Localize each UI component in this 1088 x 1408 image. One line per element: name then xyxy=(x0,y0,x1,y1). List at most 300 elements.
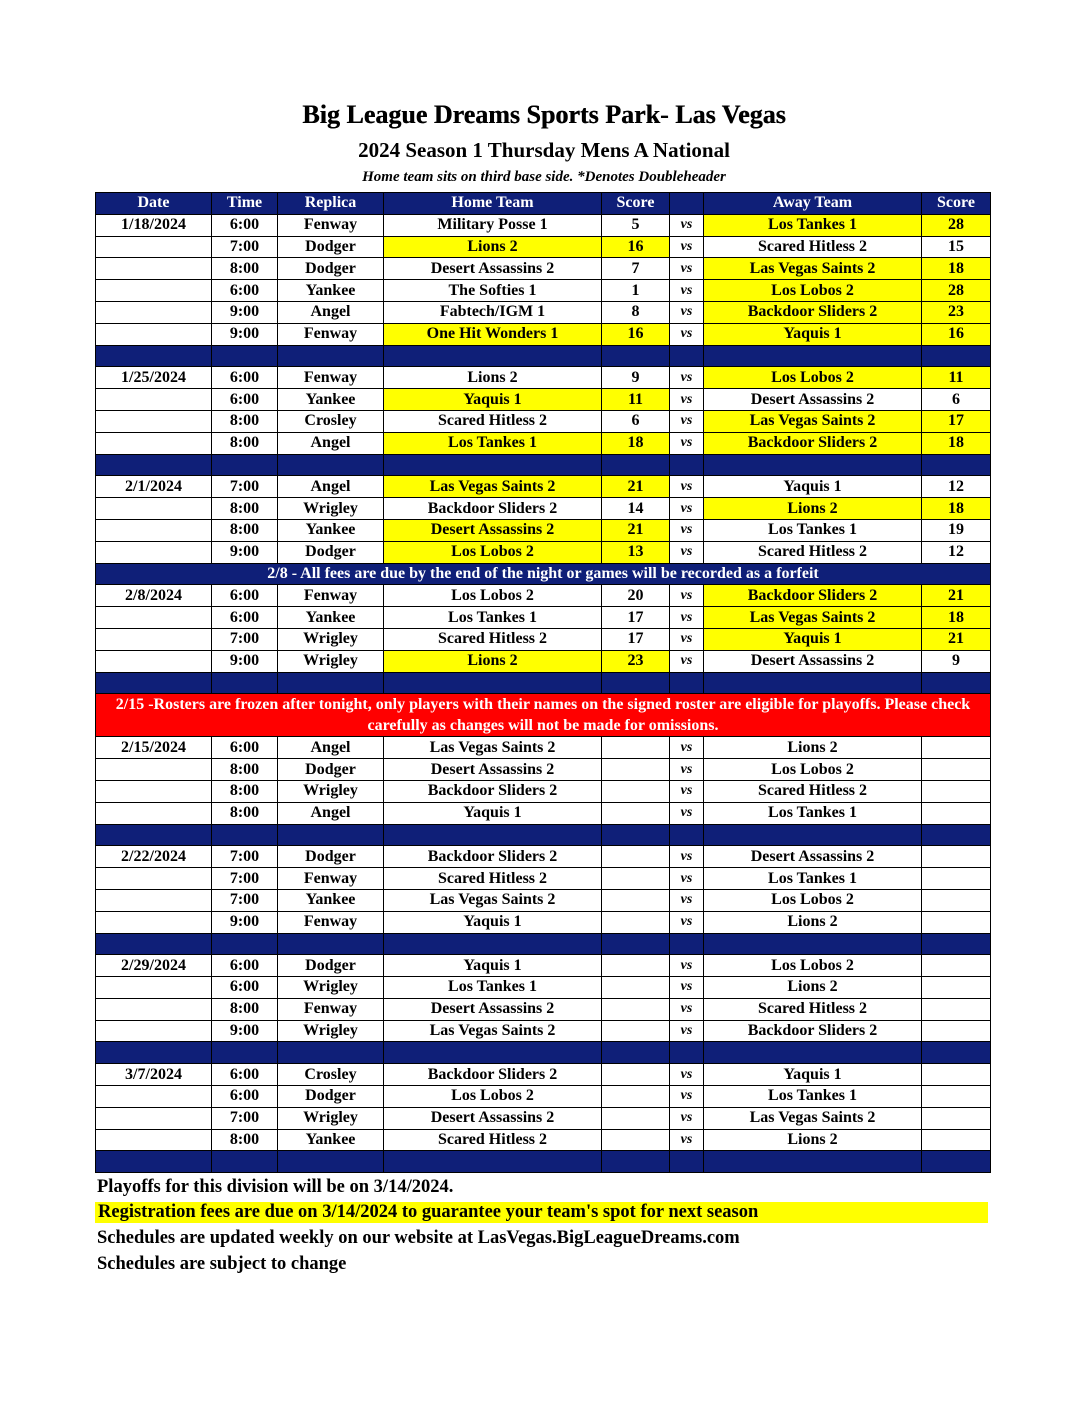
home-team: Yaquis 1 xyxy=(384,802,602,824)
game-row xyxy=(96,1020,991,1042)
game-date xyxy=(96,1107,212,1129)
home-score xyxy=(602,737,670,759)
separator-cell xyxy=(922,824,991,846)
game-replica: Dodger xyxy=(278,1086,384,1108)
separator-cell xyxy=(212,454,278,476)
away-team: Lions 2 xyxy=(704,737,922,759)
header-date: Date xyxy=(96,193,212,215)
separator-cell xyxy=(384,454,602,476)
away-score: 18 xyxy=(922,498,991,520)
away-team: Yaquis 1 xyxy=(704,1064,922,1086)
separator-cell xyxy=(670,933,704,955)
game-row xyxy=(96,759,991,781)
game-replica: Yankee xyxy=(278,519,384,541)
separator-cell xyxy=(704,1151,922,1173)
away-score xyxy=(922,1129,991,1151)
game-row xyxy=(96,977,991,999)
home-team: Military Posse 1 xyxy=(384,214,602,236)
game-date xyxy=(96,1020,212,1042)
game-replica: Dodger xyxy=(278,955,384,977)
header-time: Time xyxy=(212,193,278,215)
separator-cell xyxy=(670,672,704,694)
game-date xyxy=(96,889,212,911)
game-time: 6:00 xyxy=(212,977,278,999)
game-row xyxy=(96,498,991,520)
separator-cell xyxy=(670,1151,704,1173)
vs-label: vs xyxy=(670,1107,704,1129)
away-team: Desert Assassins 2 xyxy=(704,389,922,411)
away-score: 21 xyxy=(922,585,991,607)
vs-label: vs xyxy=(670,955,704,977)
game-row xyxy=(96,846,991,868)
separator-cell xyxy=(96,1042,212,1064)
home-score: 6 xyxy=(602,410,670,432)
home-score: 20 xyxy=(602,585,670,607)
game-date xyxy=(96,498,212,520)
game-replica: Angel xyxy=(278,301,384,323)
game-date xyxy=(96,1086,212,1108)
vs-label: vs xyxy=(670,737,704,759)
game-date xyxy=(96,301,212,323)
game-date xyxy=(96,998,212,1020)
away-score: 17 xyxy=(922,410,991,432)
home-score: 18 xyxy=(602,432,670,454)
home-team: Los Lobos 2 xyxy=(384,1086,602,1108)
away-team: Backdoor Sliders 2 xyxy=(704,301,922,323)
schedule-body xyxy=(96,214,991,1172)
game-row xyxy=(96,955,991,977)
separator-cell xyxy=(384,933,602,955)
vs-label: vs xyxy=(670,1129,704,1151)
game-row xyxy=(96,1086,991,1108)
game-row xyxy=(96,998,991,1020)
game-time: 8:00 xyxy=(212,258,278,280)
vs-label: vs xyxy=(670,628,704,650)
away-team: Scared Hitless 2 xyxy=(704,780,922,802)
home-team: Scared Hitless 2 xyxy=(384,410,602,432)
away-score xyxy=(922,955,991,977)
game-time: 6:00 xyxy=(212,955,278,977)
away-score: 6 xyxy=(922,389,991,411)
away-team: Las Vegas Saints 2 xyxy=(704,1107,922,1129)
game-date: 3/7/2024 xyxy=(96,1064,212,1086)
vs-label: vs xyxy=(670,650,704,672)
game-time: 9:00 xyxy=(212,1020,278,1042)
separator-cell xyxy=(212,345,278,367)
separator-cell xyxy=(670,345,704,367)
header-home-score: Score xyxy=(602,193,670,215)
separator-cell xyxy=(278,824,384,846)
vs-label: vs xyxy=(670,868,704,890)
home-score xyxy=(602,911,670,933)
game-replica: Fenway xyxy=(278,998,384,1020)
away-team: Los Tankes 1 xyxy=(704,868,922,890)
home-score xyxy=(602,759,670,781)
game-replica: Angel xyxy=(278,737,384,759)
game-row xyxy=(96,911,991,933)
game-replica: Dodger xyxy=(278,759,384,781)
vs-label: vs xyxy=(670,998,704,1020)
game-time: 7:00 xyxy=(212,889,278,911)
vs-label: vs xyxy=(670,323,704,345)
away-team: Las Vegas Saints 2 xyxy=(704,410,922,432)
game-replica: Dodger xyxy=(278,258,384,280)
vs-label: vs xyxy=(670,780,704,802)
game-row xyxy=(96,585,991,607)
game-time: 6:00 xyxy=(212,214,278,236)
home-score: 13 xyxy=(602,541,670,563)
separator-cell xyxy=(384,672,602,694)
header-vs xyxy=(670,193,704,215)
header-away-score: Score xyxy=(922,193,991,215)
game-row xyxy=(96,367,991,389)
game-time: 6:00 xyxy=(212,280,278,302)
game-time: 9:00 xyxy=(212,541,278,563)
separator-cell xyxy=(384,824,602,846)
away-score: 16 xyxy=(922,323,991,345)
away-score xyxy=(922,802,991,824)
game-row xyxy=(96,737,991,759)
game-date: 2/8/2024 xyxy=(96,585,212,607)
separator-cell xyxy=(922,1042,991,1064)
home-team: Scared Hitless 2 xyxy=(384,628,602,650)
away-team: Yaquis 1 xyxy=(704,628,922,650)
notice-text: 2/8 - All fees are due by the end of the night or games will be recorded as a forfeit xyxy=(96,563,991,585)
game-date xyxy=(96,868,212,890)
vs-label: vs xyxy=(670,214,704,236)
separator-row xyxy=(96,672,991,694)
vs-label: vs xyxy=(670,585,704,607)
game-time: 6:00 xyxy=(212,389,278,411)
game-date: 1/25/2024 xyxy=(96,367,212,389)
vs-label: vs xyxy=(670,236,704,258)
separator-cell xyxy=(922,345,991,367)
separator-cell xyxy=(278,1151,384,1173)
game-row xyxy=(96,301,991,323)
home-team: Las Vegas Saints 2 xyxy=(384,1020,602,1042)
footer-subject: Schedules are subject to change xyxy=(97,1254,347,1274)
game-time: 8:00 xyxy=(212,432,278,454)
home-team: Backdoor Sliders 2 xyxy=(384,1064,602,1086)
game-date: 2/15/2024 xyxy=(96,737,212,759)
home-score: 1 xyxy=(602,280,670,302)
separator-row xyxy=(96,933,991,955)
game-date xyxy=(96,280,212,302)
separator-row xyxy=(96,1042,991,1064)
game-date xyxy=(96,911,212,933)
away-score xyxy=(922,911,991,933)
game-time: 6:00 xyxy=(212,607,278,629)
separator-cell xyxy=(96,345,212,367)
game-date xyxy=(96,410,212,432)
home-score xyxy=(602,1129,670,1151)
game-row xyxy=(96,280,991,302)
home-score: 17 xyxy=(602,607,670,629)
game-time: 7:00 xyxy=(212,1107,278,1129)
away-team: Scared Hitless 2 xyxy=(704,998,922,1020)
game-date xyxy=(96,607,212,629)
game-row xyxy=(96,650,991,672)
game-date xyxy=(96,236,212,258)
away-team: Los Tankes 1 xyxy=(704,1086,922,1108)
away-team: Backdoor Sliders 2 xyxy=(704,1020,922,1042)
game-date xyxy=(96,389,212,411)
vs-label: vs xyxy=(670,802,704,824)
game-replica: Wrigley xyxy=(278,1107,384,1129)
game-time: 9:00 xyxy=(212,650,278,672)
away-score: 15 xyxy=(922,236,991,258)
home-score xyxy=(602,780,670,802)
game-row xyxy=(96,1129,991,1151)
game-replica: Yankee xyxy=(278,607,384,629)
separator-cell xyxy=(384,345,602,367)
home-team: Desert Assassins 2 xyxy=(384,1107,602,1129)
game-row xyxy=(96,519,991,541)
vs-label: vs xyxy=(670,911,704,933)
home-score xyxy=(602,846,670,868)
game-replica: Wrigley xyxy=(278,780,384,802)
page-title: Big League Dreams Sports Park- Las Vegas xyxy=(302,100,786,129)
separator-cell xyxy=(922,454,991,476)
game-row xyxy=(96,802,991,824)
game-row xyxy=(96,410,991,432)
separator-cell xyxy=(278,1042,384,1064)
game-replica: Angel xyxy=(278,476,384,498)
game-date xyxy=(96,650,212,672)
home-score: 21 xyxy=(602,476,670,498)
home-score: 21 xyxy=(602,519,670,541)
separator-cell xyxy=(704,933,922,955)
home-score xyxy=(602,802,670,824)
separator-cell xyxy=(96,1151,212,1173)
separator-cell xyxy=(922,933,991,955)
separator-cell xyxy=(96,824,212,846)
home-score xyxy=(602,1086,670,1108)
header-away-team: Away Team xyxy=(704,193,922,215)
game-replica: Crosley xyxy=(278,1064,384,1086)
game-time: 8:00 xyxy=(212,410,278,432)
away-team: Los Tankes 1 xyxy=(704,214,922,236)
game-replica: Wrigley xyxy=(278,628,384,650)
game-date xyxy=(96,628,212,650)
page-subtitle: 2024 Season 1 Thursday Mens A National xyxy=(358,138,730,162)
home-score: 14 xyxy=(602,498,670,520)
home-team: Scared Hitless 2 xyxy=(384,868,602,890)
separator-cell xyxy=(96,933,212,955)
game-replica: Yankee xyxy=(278,1129,384,1151)
header-row xyxy=(96,193,991,215)
separator-cell xyxy=(602,345,670,367)
away-team: Scared Hitless 2 xyxy=(704,541,922,563)
vs-label: vs xyxy=(670,498,704,520)
away-team: Los Lobos 2 xyxy=(704,759,922,781)
separator-cell xyxy=(212,933,278,955)
game-time: 7:00 xyxy=(212,628,278,650)
game-date: 2/22/2024 xyxy=(96,846,212,868)
game-time: 6:00 xyxy=(212,585,278,607)
home-team: The Softies 1 xyxy=(384,280,602,302)
game-replica: Fenway xyxy=(278,911,384,933)
game-time: 6:00 xyxy=(212,737,278,759)
home-score xyxy=(602,1020,670,1042)
away-score xyxy=(922,737,991,759)
game-replica: Fenway xyxy=(278,214,384,236)
away-team: Backdoor Sliders 2 xyxy=(704,585,922,607)
separator-cell xyxy=(704,454,922,476)
header-replica: Replica xyxy=(278,193,384,215)
game-time: 9:00 xyxy=(212,323,278,345)
game-date: 2/29/2024 xyxy=(96,955,212,977)
game-date xyxy=(96,541,212,563)
game-date xyxy=(96,258,212,280)
vs-label: vs xyxy=(670,889,704,911)
home-team: Los Tankes 1 xyxy=(384,432,602,454)
home-team: Lions 2 xyxy=(384,367,602,389)
separator-cell xyxy=(670,1042,704,1064)
game-time: 7:00 xyxy=(212,236,278,258)
away-score: 18 xyxy=(922,607,991,629)
away-score xyxy=(922,759,991,781)
separator-row xyxy=(96,824,991,846)
separator-cell xyxy=(670,824,704,846)
game-row xyxy=(96,323,991,345)
away-team: Los Lobos 2 xyxy=(704,955,922,977)
separator-cell xyxy=(96,672,212,694)
vs-label: vs xyxy=(670,846,704,868)
away-score xyxy=(922,846,991,868)
away-score: 19 xyxy=(922,519,991,541)
home-score: 17 xyxy=(602,628,670,650)
header-home-team: Home Team xyxy=(384,193,602,215)
home-team: Los Tankes 1 xyxy=(384,977,602,999)
game-time: 8:00 xyxy=(212,780,278,802)
home-score xyxy=(602,1107,670,1129)
away-team: Desert Assassins 2 xyxy=(704,846,922,868)
away-team: Los Lobos 2 xyxy=(704,280,922,302)
vs-label: vs xyxy=(670,541,704,563)
away-team: Yaquis 1 xyxy=(704,323,922,345)
away-score xyxy=(922,868,991,890)
game-row xyxy=(96,214,991,236)
home-team: Los Lobos 2 xyxy=(384,541,602,563)
game-time: 8:00 xyxy=(212,519,278,541)
vs-label: vs xyxy=(670,607,704,629)
game-date xyxy=(96,802,212,824)
away-team: Los Lobos 2 xyxy=(704,889,922,911)
separator-cell xyxy=(212,672,278,694)
home-score xyxy=(602,889,670,911)
home-score xyxy=(602,977,670,999)
away-team: Desert Assassins 2 xyxy=(704,650,922,672)
away-team: Los Lobos 2 xyxy=(704,367,922,389)
vs-label: vs xyxy=(670,301,704,323)
footer-registration: Registration fees are due on 3/14/2024 to guarantee your team's spot for next season xyxy=(95,1202,988,1223)
home-team: Yaquis 1 xyxy=(384,955,602,977)
game-row xyxy=(96,432,991,454)
vs-label: vs xyxy=(670,410,704,432)
away-team: Lions 2 xyxy=(704,1129,922,1151)
game-replica: Fenway xyxy=(278,367,384,389)
roster-notice-row xyxy=(96,694,991,737)
game-time: 9:00 xyxy=(212,301,278,323)
game-replica: Dodger xyxy=(278,236,384,258)
separator-cell xyxy=(922,1151,991,1173)
away-score xyxy=(922,1086,991,1108)
separator-cell xyxy=(602,933,670,955)
footer-playoffs: Playoffs for this division will be on 3/14/2024. xyxy=(97,1177,454,1197)
game-replica: Fenway xyxy=(278,868,384,890)
away-score xyxy=(922,1064,991,1086)
vs-label: vs xyxy=(670,258,704,280)
game-time: 8:00 xyxy=(212,998,278,1020)
game-row xyxy=(96,780,991,802)
separator-cell xyxy=(602,672,670,694)
home-team: Desert Assassins 2 xyxy=(384,759,602,781)
vs-label: vs xyxy=(670,432,704,454)
vs-label: vs xyxy=(670,367,704,389)
game-replica: Yankee xyxy=(278,280,384,302)
home-team: Lions 2 xyxy=(384,650,602,672)
vs-label: vs xyxy=(670,1020,704,1042)
separator-cell xyxy=(278,345,384,367)
game-replica: Angel xyxy=(278,432,384,454)
away-score xyxy=(922,780,991,802)
game-replica: Yankee xyxy=(278,389,384,411)
separator-cell xyxy=(384,1042,602,1064)
game-replica: Yankee xyxy=(278,889,384,911)
home-team: Scared Hitless 2 xyxy=(384,1129,602,1151)
vs-label: vs xyxy=(670,280,704,302)
game-row xyxy=(96,1107,991,1129)
separator-cell xyxy=(602,1151,670,1173)
game-replica: Wrigley xyxy=(278,498,384,520)
home-team-note: Home team sits on third base side. *Denotes Doubleheader xyxy=(362,169,726,185)
home-team: Yaquis 1 xyxy=(384,911,602,933)
separator-cell xyxy=(278,933,384,955)
home-team: Fabtech/IGM 1 xyxy=(384,301,602,323)
separator-cell xyxy=(212,824,278,846)
away-score: 21 xyxy=(922,628,991,650)
home-team: Yaquis 1 xyxy=(384,389,602,411)
game-row xyxy=(96,258,991,280)
game-replica: Fenway xyxy=(278,323,384,345)
separator-cell xyxy=(704,672,922,694)
away-team: Lions 2 xyxy=(704,498,922,520)
away-team: Lions 2 xyxy=(704,977,922,999)
home-team: One Hit Wonders 1 xyxy=(384,323,602,345)
home-team: Desert Assassins 2 xyxy=(384,519,602,541)
game-row xyxy=(96,476,991,498)
home-score: 5 xyxy=(602,214,670,236)
vs-label: vs xyxy=(670,519,704,541)
home-team: Las Vegas Saints 2 xyxy=(384,737,602,759)
away-team: Las Vegas Saints 2 xyxy=(704,607,922,629)
away-score xyxy=(922,977,991,999)
separator-cell xyxy=(704,1042,922,1064)
home-score xyxy=(602,955,670,977)
game-row xyxy=(96,236,991,258)
game-row xyxy=(96,607,991,629)
game-time: 9:00 xyxy=(212,911,278,933)
game-replica: Angel xyxy=(278,802,384,824)
separator-row xyxy=(96,454,991,476)
away-score: 28 xyxy=(922,280,991,302)
home-team: Desert Assassins 2 xyxy=(384,258,602,280)
away-team: Los Tankes 1 xyxy=(704,802,922,824)
away-score: 11 xyxy=(922,367,991,389)
home-score: 9 xyxy=(602,367,670,389)
game-replica: Wrigley xyxy=(278,1020,384,1042)
